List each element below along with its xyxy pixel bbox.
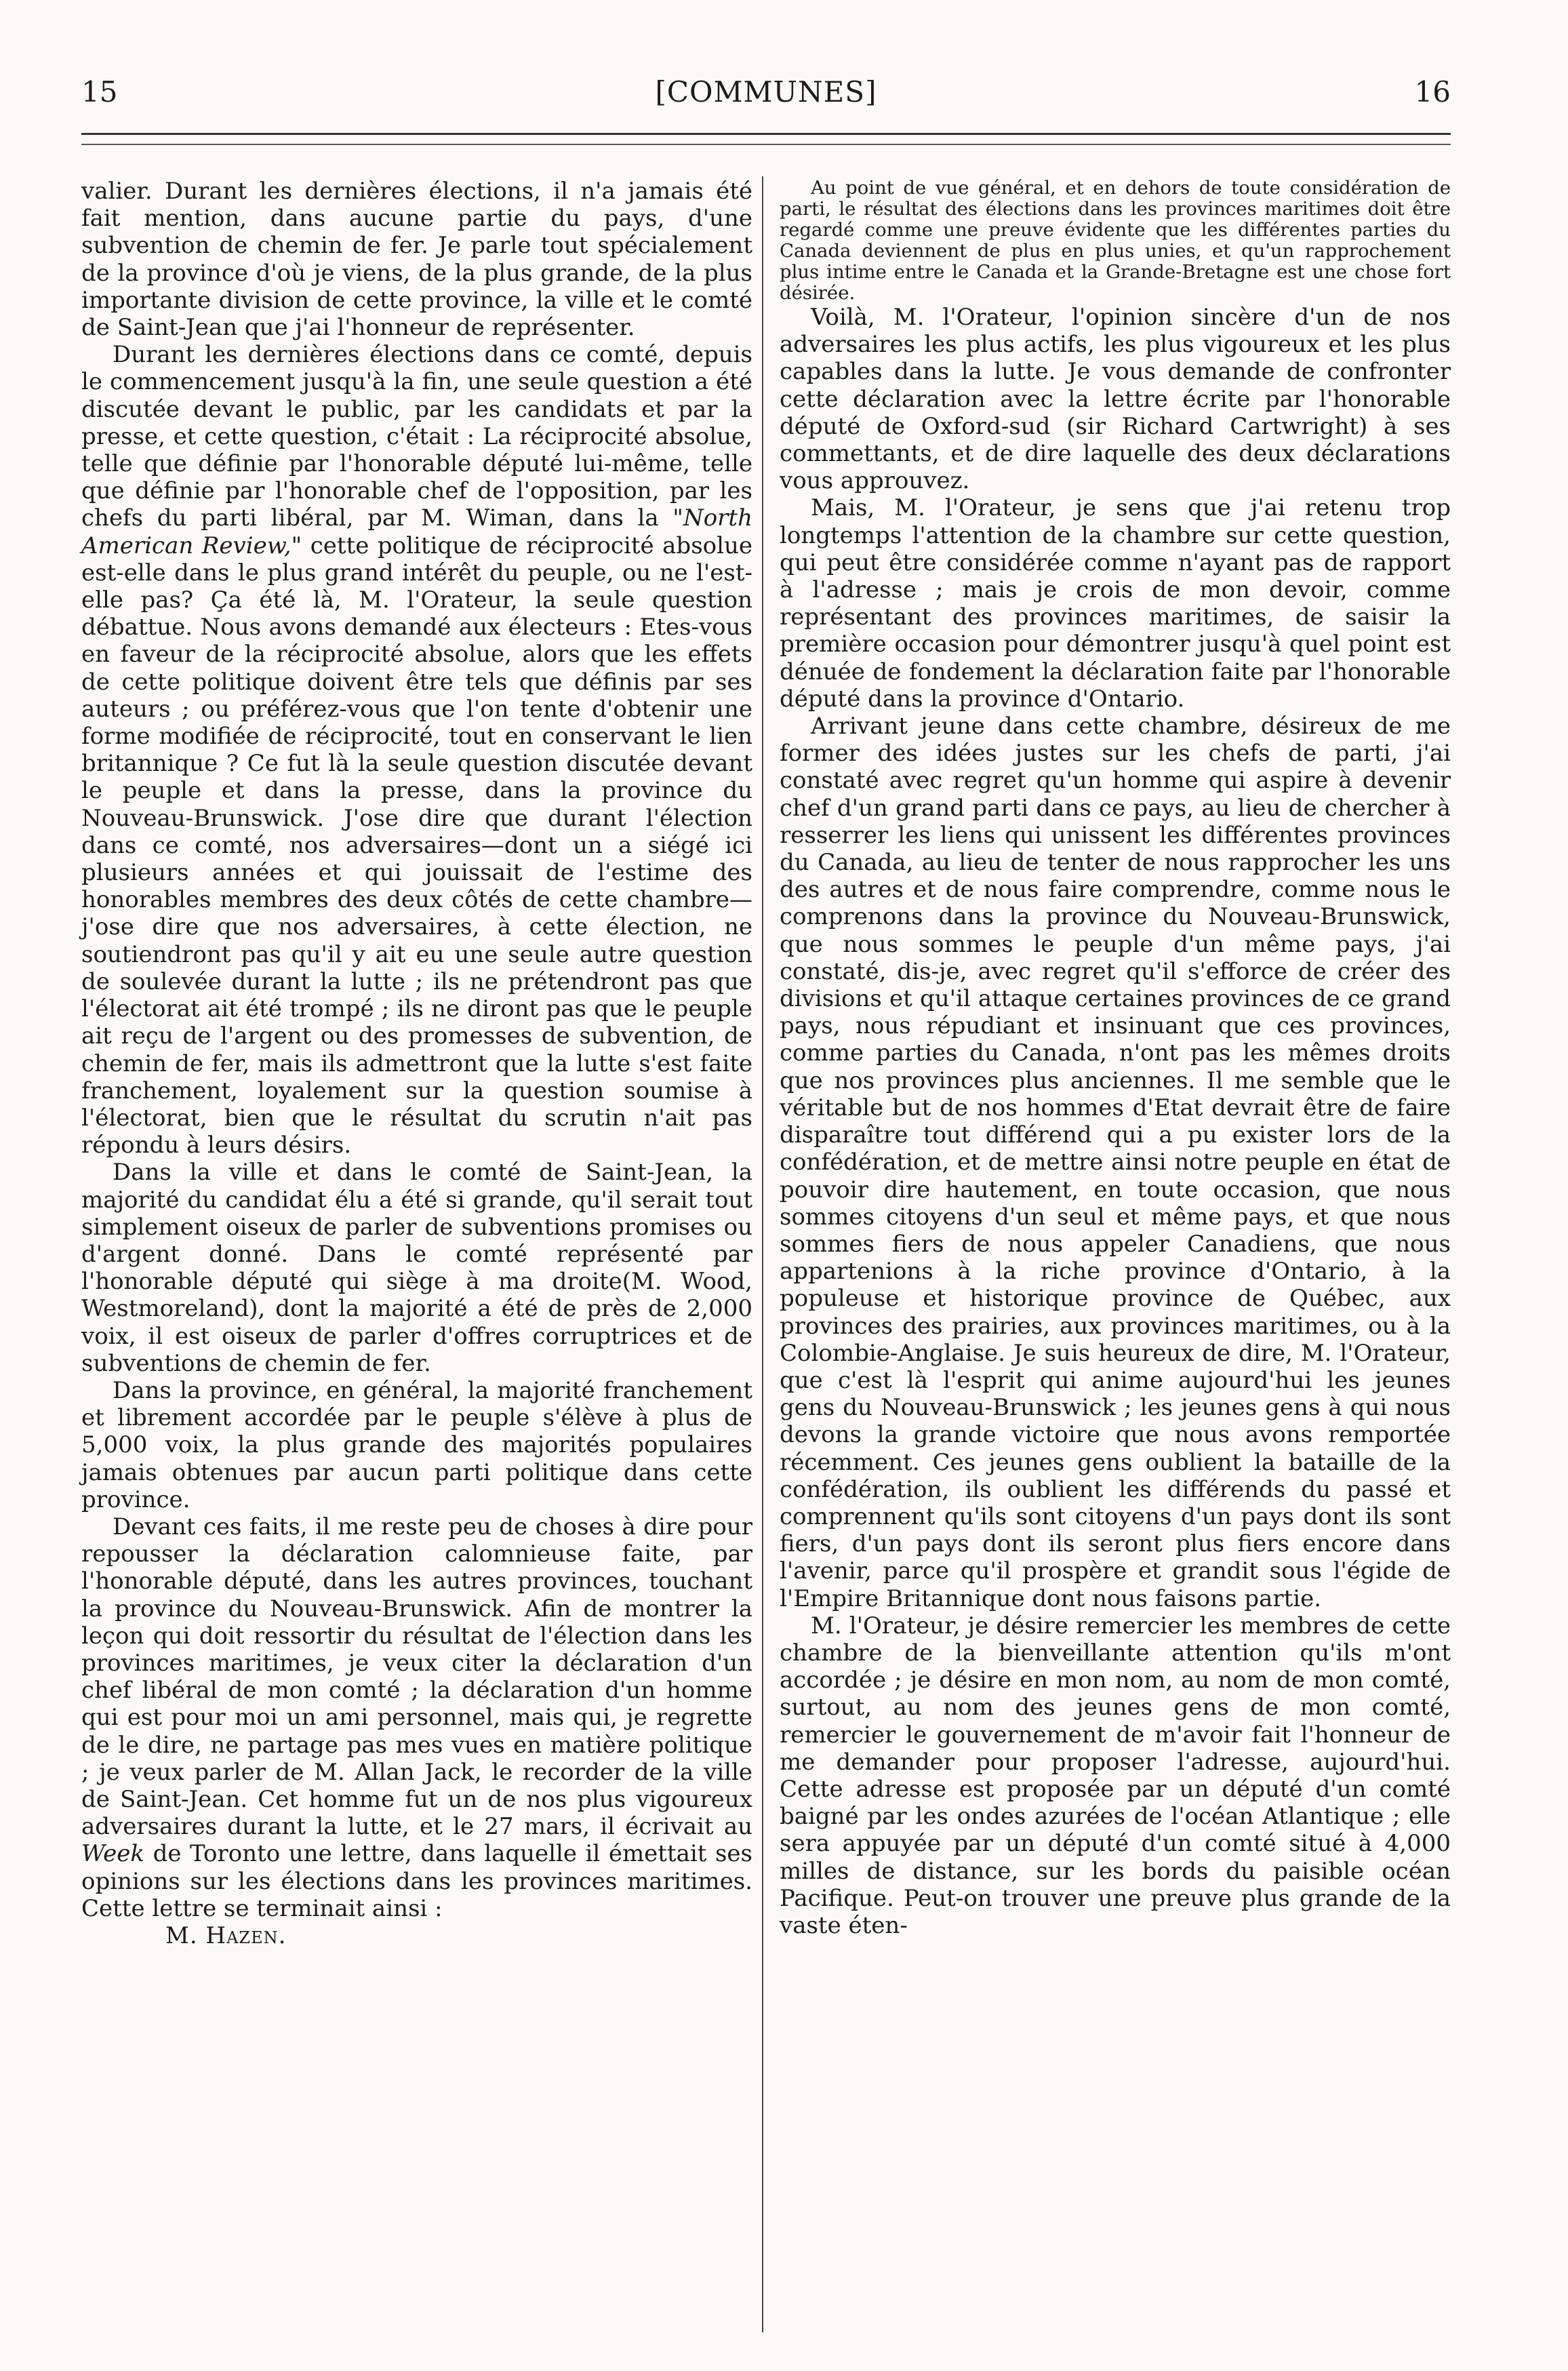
text-run: de Toronto une lettre, dans laquelle il émettait ses opinions sur les élections dans les provinces maritimes. Cette lettre se terminait ainsi : bbox=[81, 1840, 752, 1922]
text-run: Durant les dernières élections dans ce comté, depuis le commencement jusqu'à la fin, une seule question a été discutée devant le public, par les candidats et par la presse, et cette question, c'était : La réciprocité absolue, telle que définie par l'honorable député lui-même, telle que définie par l'honorable chef de l'opposition, par les chefs du parti libéral, par M. Wiman, dans la " bbox=[81, 341, 752, 532]
column-divider bbox=[762, 176, 763, 2332]
running-title: [COMMUNES] bbox=[655, 75, 877, 108]
paragraph: valier. Durant les dernières élections, il n'a jamais été fait mention, dans aucune partie du pays, d'une subvention de chemin de fer. Je parle tout spécialement de la province d'où je viens, de la plus grande, de la plus importante division de cette province, la ville et le comté de Saint-Jean que j'ai l'honneur de représenter. bbox=[81, 178, 752, 342]
paragraph bbox=[81, 341, 752, 1159]
left-column bbox=[81, 178, 752, 1949]
page-number-right: 16 bbox=[1414, 75, 1451, 108]
block-quote: Au point de vue général, et en dehors de toute considération de parti, le résultat des élections dans les provinces maritimes doit être regardé comme une preuve évidente que les différentes parties du Canada deviennent de plus en plus unies, et qu'un rapprochement plus intime entre le Canada et la Grande-Bretagne est une chose fort désirée. bbox=[780, 177, 1451, 304]
publication-title: North American Review, bbox=[81, 504, 752, 559]
text-run: " cette politique de réciprocité absolue est-elle dans le plus grand intérêt du peuple, ou ne l'est-elle pas? Ça été là, M. l'Orateur, la seule question débattue. Nous avons demandé aux électeurs : Etes-vous en faveur de la réciprocité absolue, alors que les effets de cette politique doivent être tels que définis par ses auteurs ; ou préférez-vous que l'on tente d'obtenir une forme modifiée de réciprocité, tout en conservant le lien britannique ? Ce fut là la seule question discutée devant le peuple et dans la presse, dans la province du Nouveau-Brunswick. J'ose dire que durant l'élection dans ce comté, nos adversaires—dont un a siégé ici plusieurs années et qui jouissait de l'estime des honorables membres des deux côtés de cette chambre—j'ose dire que nos adversaires, à cette élection, ne soutiendront pas qu'il y ait eu une seule autre question de soulevée durant la lutte ; ils ne prétendront pas que l'électorat ait été trompé ; ils ne diront pas que le peuple ait reçu de l'argent ou des promesses de subvention, de chemin de fer, mais ils admettront que la lutte s'est faite franchement, loyalement sur la question soumise à l'électorat, bien que le résultat du scrutin n'ait pas répondu à leurs désirs. bbox=[81, 532, 752, 1159]
paragraph: Dans la ville et dans le comté de Saint-Jean, la majorité du candidat élu a été si grande, qu'il serait tout simplement oiseux de parler de subventions promises ou d'argent donné. Dans le comté représenté par l'honorable député qui siège à ma droite(M. Wood, Westmoreland), dont la majorité a été de près de 2,000 voix, il est oiseux de parler d'offres corruptrices et de subventions de chemin de fer. bbox=[81, 1159, 752, 1377]
right-column bbox=[780, 178, 1451, 1939]
paragraph: Dans la province, en général, la majorité franchement et librement accordée par le peuple s'élève à plus de 5,000 voix, la plus grande des majorités populaires jamais obtenues par aucun parti politique dans cette province. bbox=[81, 1376, 752, 1513]
header-rule bbox=[81, 133, 1451, 135]
paragraph: M. l'Orateur, je désire remercier les membres de cette chambre de la bienveillante attention qu'ils m'ont accordée ; je désire en mon nom, au nom de mon comté, surtout, au nom des jeunes gens de mon comté, remercier le gouvernement de m'avoir fait l'honneur de me demander pour proposer l'adresse, aujourd'hui. Cette adresse est proposée par un député d'un comté baigné par les ondes azurées de l'océan Atlantique ; elle sera appuyée par un député d'un comté situé à 4,000 milles de distance, sur les bords du paisible océan Pacifique. Peut-on trouver une preuve plus grande de la vaste éten- bbox=[780, 1612, 1451, 1939]
speaker-name: M. Hazen. bbox=[165, 1922, 287, 1949]
header-rule-thin bbox=[81, 144, 1451, 145]
page-header bbox=[81, 68, 1451, 115]
paragraph: Voilà, M. l'Orateur, l'opinion sincère d'un de nos adversaires les plus actifs, les plus vigoureux et les plus capables dans la lutte. Je vous demande de confronter cette déclaration avec la lettre écrite par l'honorable député de Oxford-sud (sir Richard Cartwright) à ses commettants, et de dire laquelle des deux déclarations vous approuvez. bbox=[780, 304, 1451, 495]
paragraph bbox=[81, 1513, 752, 1922]
publication-title: Week bbox=[81, 1840, 145, 1868]
paragraph: Arrivant jeune dans cette chambre, désireux de me former des idées justes sur les chefs de parti, j'ai constaté avec regret qu'un homme qui aspire à devenir chef d'un grand parti dans ce pays, au lieu de chercher à resserrer les liens qui unissent les différentes provinces du Canada, au lieu de tenter de nous rapprocher les uns des autres et de nous faire comprendre, comme nous le comprenons dans la province du Nouveau-Brunswick, que nous sommes le peuple d'un même pays, j'ai constaté, dis-je, avec regret qu'il s'efforce de créer des divisions et qu'il attaque certaines provinces de ce grand pays, nous répudiant et insinuant que ces provinces, comme parties du Canada, n'ont pas les mêmes droits que nos provinces plus anciennes. Il me semble que le véritable but de nos hommes d'Etat devrait être de faire disparaître tout différend qui a pu exister lors de la confédération, et de mettre ainsi notre peuple en état de pouvoir dire hautement, en toute occasion, que nous sommes citoyens d'un seul et même pays, et que nous sommes fiers de nous appeler Canadiens, que nous appartenions à la riche province d'Ontario, à la populeuse et historique province de Québec, aux provinces des prairies, aux provinces maritimes, ou à la Colombie-Anglaise. Je suis heureux de dire, M. l'Orateur, que c'est là l'esprit qui anime aujourd'hui les jeunes gens du Nouveau-Brunswick ; les jeunes gens à qui nous devons la grande victoire que nous avons remportée récemment. Ces jeunes gens oublient la bataille de la confédération, ils oublient les différends du passé et comprennent qu'ils sont citoyens d'un pays dont ils sont fiers, d'un pays dont ils seront plus fiers encore dans l'avenir, parce qu'il prospère et grandit sous l'égide de l'Empire Britannique dont nous faisons partie. bbox=[780, 713, 1451, 1612]
text-run: Devant ces faits, il me reste peu de choses à dire pour repousser la déclaration calomnieuse faite, par l'honorable député, dans les autres provinces, touchant la province du Nouveau-Brunswick. Afin de montrer la leçon qui doit ressortir du résultat de l'élection dans les provinces maritimes, je veux citer la déclaration d'un chef libéral de mon comté ; la déclaration d'un homme qui est pour moi un ami personnel, mais qui, je regrette de le dire, ne partage pas mes vues en matière politique ; je veux parler de M. Allan Jack, le recorder de la ville de Saint-Jean. Cet homme fut un de nos plus vigoureux adversaires durant la lutte, et le 27 mars, il écrivait au bbox=[81, 1513, 752, 1841]
page-number-left: 15 bbox=[81, 75, 118, 108]
paragraph: Mais, M. l'Orateur, je sens que j'ai retenu trop longtemps l'attention de la chambre sur cette question, qui peut être considérée comme n'ayant pas de rapport à l'adresse ; mais je crois de mon devoir, comme représentant des provinces maritimes, de saisir la première occasion pour démontrer jusqu'à quel point est dénuée de fondement la déclaration faite par l'honorable député dans la province d'Ontario. bbox=[780, 494, 1451, 713]
